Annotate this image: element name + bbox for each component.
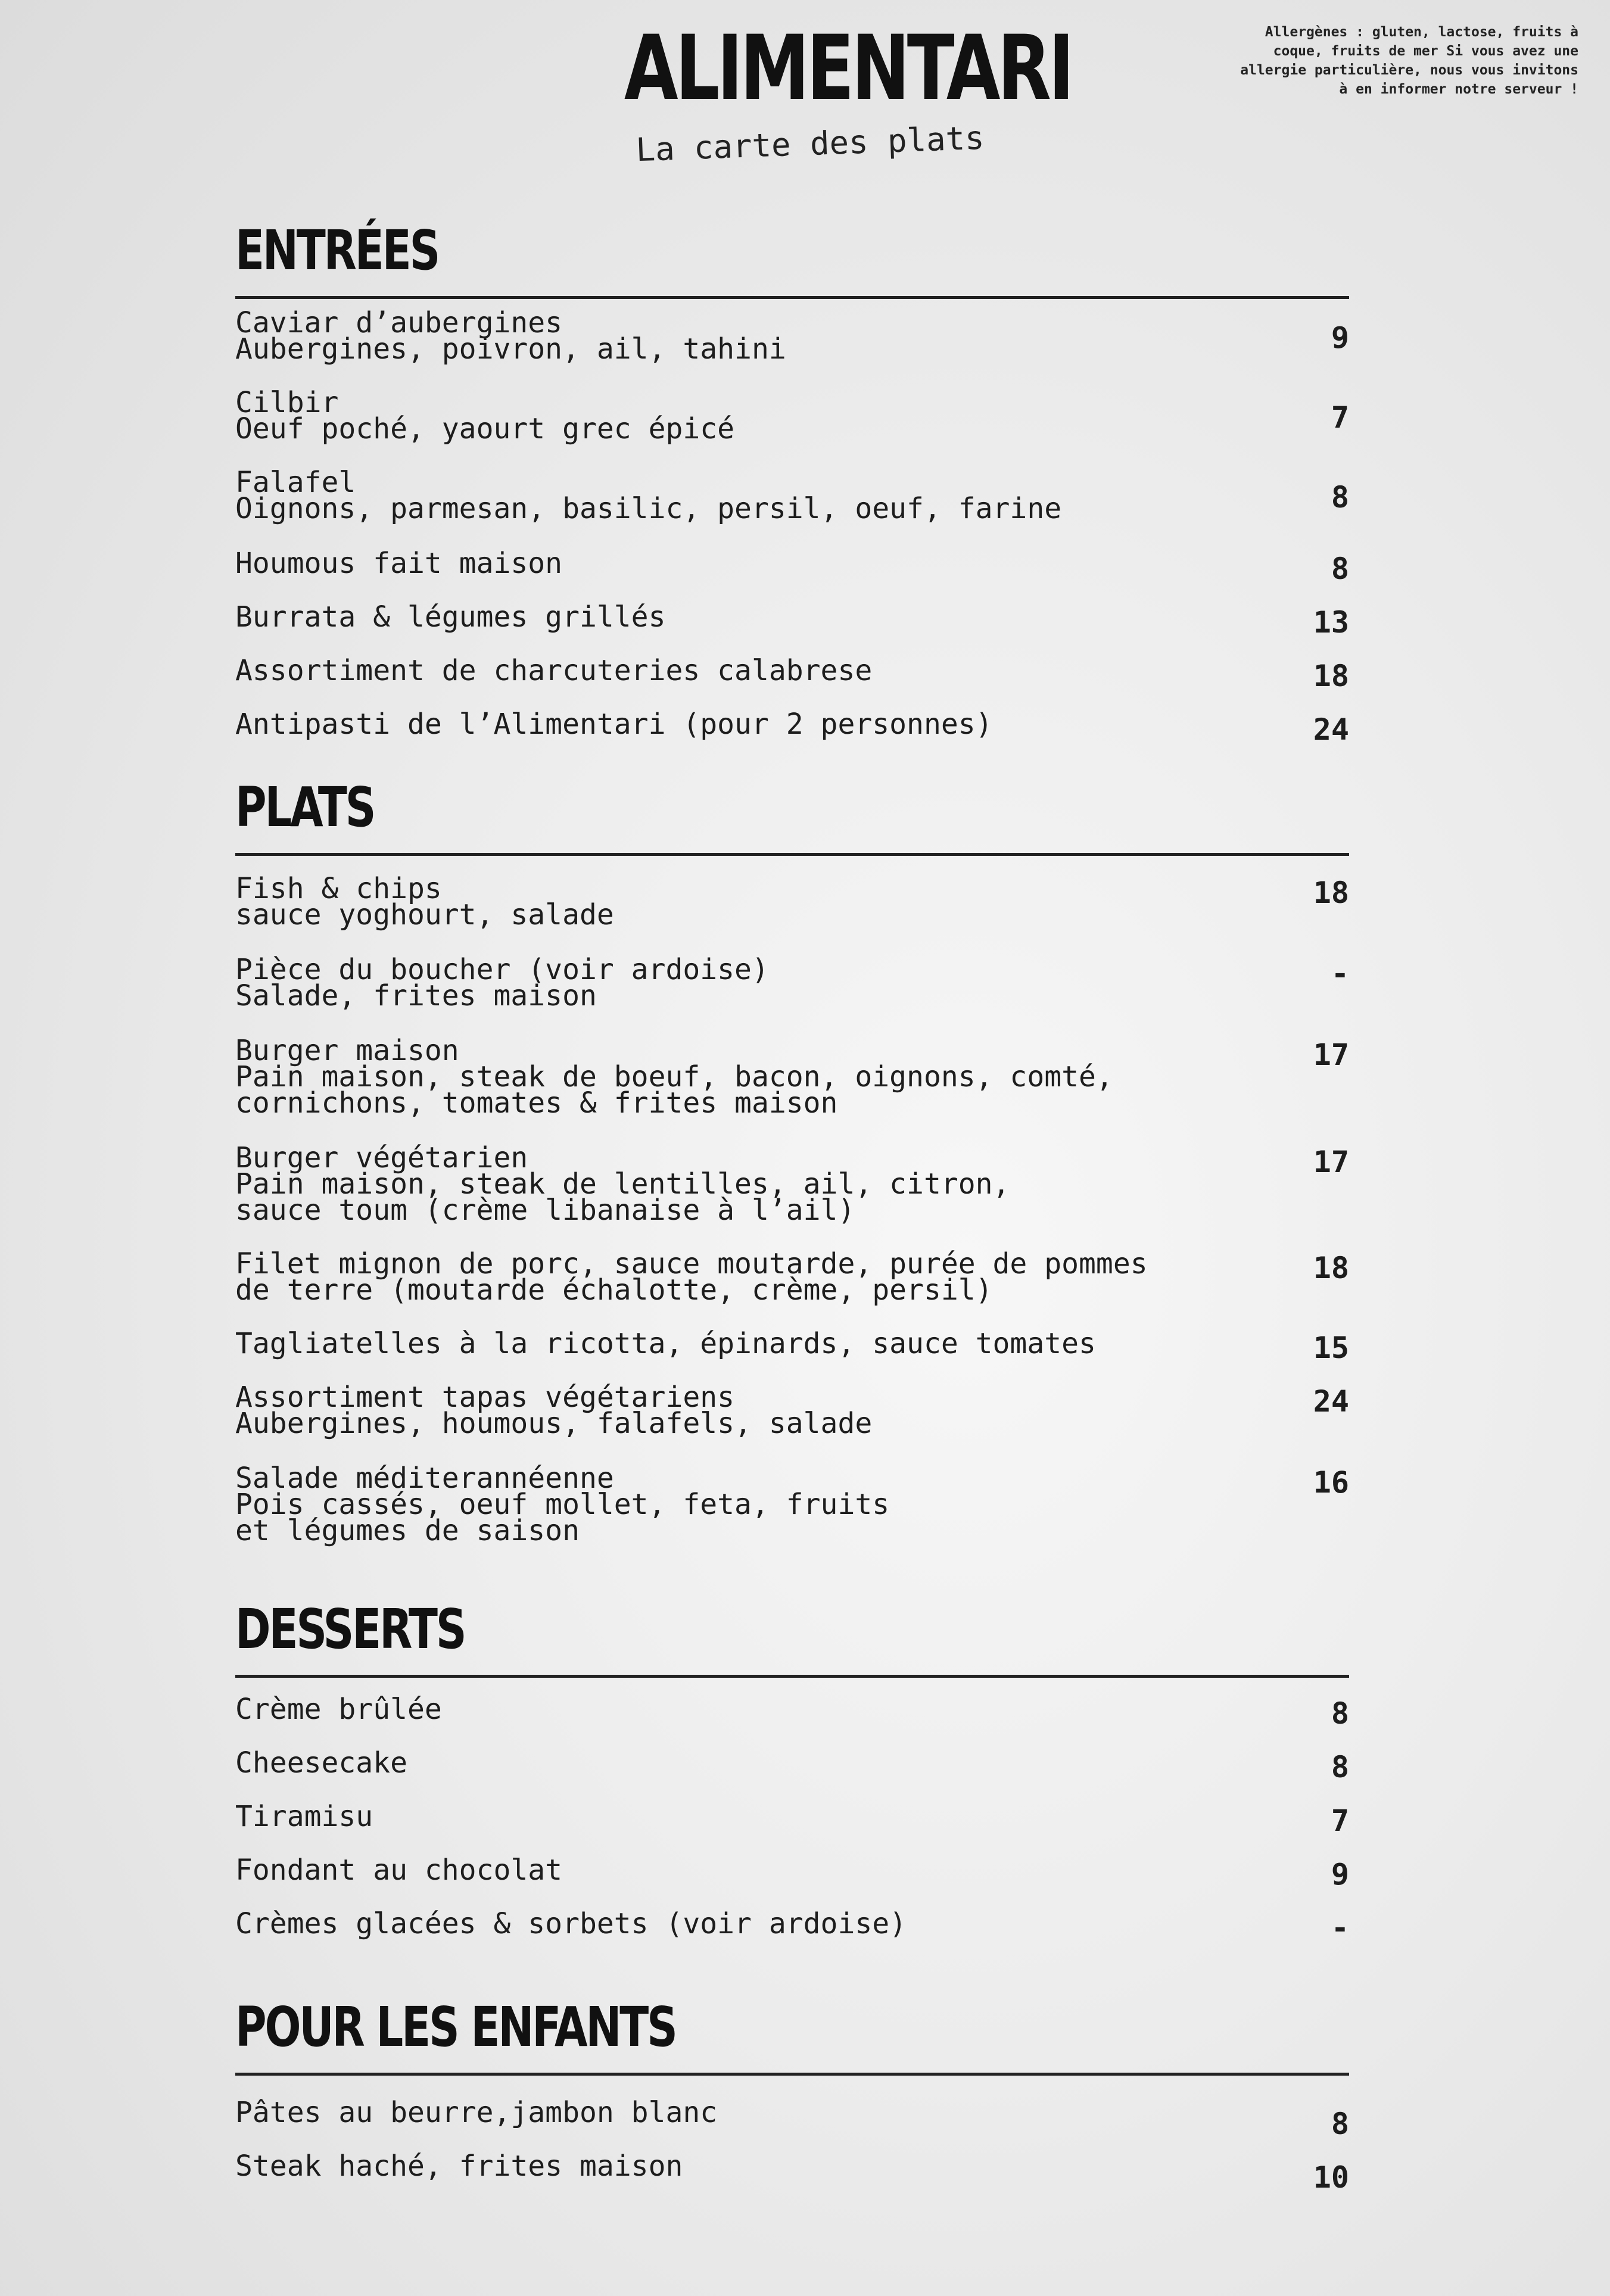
menu-item xyxy=(235,1327,1355,1365)
menu-item xyxy=(235,872,1355,932)
item-description: sauce toum (crème libanaise à l’ail) xyxy=(235,1194,855,1227)
item-name: Steak haché, frites maison xyxy=(235,2149,683,2183)
item-description: Salade, frites maison xyxy=(235,979,597,1013)
item-price: 9 xyxy=(1331,1857,1349,1892)
item-description: cornichons, tomates & frites maison xyxy=(235,1086,838,1120)
item-price: 15 xyxy=(1313,1331,1349,1365)
menu-item xyxy=(235,306,1355,366)
restaurant-title: ALIMENTARI xyxy=(624,17,1072,120)
item-price: 16 xyxy=(1313,1465,1349,1500)
item-description: sauce yoghourt, salade xyxy=(235,898,614,932)
item-name: Antipasti de l’Alimentari (pour 2 personnes) xyxy=(235,708,993,741)
menu-item xyxy=(235,1693,1355,1731)
item-name: Assortiment de charcuteries calabrese xyxy=(235,654,873,687)
menu-item xyxy=(235,1247,1355,1307)
item-name: Crème brûlée xyxy=(235,1693,442,1726)
section-divider xyxy=(235,853,1349,856)
menu-item xyxy=(235,600,1355,640)
menu-item xyxy=(235,2096,1355,2141)
section-entrees xyxy=(235,219,1355,299)
item-price: - xyxy=(1331,957,1349,991)
section-divider xyxy=(235,2073,1349,2076)
menu-item xyxy=(235,1746,1355,1784)
item-name: Assortiment tapas végétariens xyxy=(235,1381,735,1414)
item-name: Tagliatelles à la ricotta, épinards, sauce tomates xyxy=(235,1327,1096,1360)
item-description: Oignons, parmesan, basilic, persil, oeuf, farine xyxy=(235,492,1062,525)
item-price: 18 xyxy=(1313,659,1349,693)
item-price: 17 xyxy=(1313,1038,1349,1072)
section-title: PLATS xyxy=(235,775,375,839)
menu-item xyxy=(235,1462,1355,1547)
menu-item xyxy=(235,1853,1355,1892)
menu-item xyxy=(235,1800,1355,1838)
item-price: 9 xyxy=(1331,320,1349,355)
menu-subtitle: La carte des plats xyxy=(635,119,985,169)
section-title: DESSERTS xyxy=(235,1597,465,1661)
item-name: Burger végétarien xyxy=(235,1141,528,1175)
item-description: et légumes de saison xyxy=(235,1514,580,1547)
menu-item xyxy=(235,386,1355,446)
menu-item xyxy=(235,1034,1355,1120)
item-name: Filet mignon de porc, sauce moutarde, purée de pommes xyxy=(235,1247,1148,1281)
menu-item xyxy=(235,2149,1355,2195)
item-price: 18 xyxy=(1313,876,1349,910)
menu-item xyxy=(235,547,1355,586)
item-price: 10 xyxy=(1313,2160,1349,2195)
item-description: Aubergines, houmous, falafels, salade xyxy=(235,1407,873,1440)
section-divider xyxy=(235,296,1349,299)
menu-item xyxy=(235,1907,1355,1945)
menu-item xyxy=(235,953,1355,1013)
item-name: Fondant au chocolat xyxy=(235,1853,563,1887)
item-name: Pièce du boucher (voir ardoise) xyxy=(235,953,769,986)
item-name: Tiramisu xyxy=(235,1800,373,1833)
item-price: 18 xyxy=(1313,1251,1349,1285)
item-name: Salade méditerannéenne xyxy=(235,1462,614,1495)
item-description: Pain maison, steak de lentilles, ail, citron, xyxy=(235,1167,1010,1201)
item-name: Fish & chips xyxy=(235,872,442,905)
menu-item xyxy=(235,708,1355,747)
item-description: Pain maison, steak de boeuf, bacon, oignons, comté, xyxy=(235,1060,1113,1094)
menu-item xyxy=(235,1141,1355,1227)
section-title: POUR LES ENFANTS xyxy=(235,1995,676,2059)
allergen-notice: Allergènes : gluten, lactose, fruits à coque, fruits de mer Si vous avez une allergie particulière, nous vous invitons à en informer notre serveur ! xyxy=(1240,24,1578,97)
item-price: 13 xyxy=(1313,605,1349,640)
item-price: 24 xyxy=(1313,712,1349,747)
item-price: 8 xyxy=(1331,1750,1349,1784)
item-name: Cilbir xyxy=(235,386,339,419)
item-price: 8 xyxy=(1331,1696,1349,1731)
item-name: Pâtes au beurre,jambon blanc xyxy=(235,2096,718,2129)
item-price: 7 xyxy=(1331,1803,1349,1838)
item-price: 8 xyxy=(1331,2107,1349,2141)
item-name: Caviar d’aubergines xyxy=(235,306,563,339)
item-name: Cheesecake xyxy=(235,1746,407,1780)
menu-item xyxy=(235,654,1355,693)
section-title: ENTRÉES xyxy=(235,219,439,282)
item-price: 8 xyxy=(1331,552,1349,586)
item-description: Aubergines, poivron, ail, tahini xyxy=(235,332,786,366)
section-divider xyxy=(235,1675,1349,1678)
section-enfants xyxy=(235,1995,1355,2076)
item-price: 7 xyxy=(1331,400,1349,435)
item-price: 17 xyxy=(1313,1145,1349,1179)
item-price: - xyxy=(1331,1911,1349,1945)
item-name: Burrata & légumes grillés xyxy=(235,600,666,634)
item-name: Crèmes glacées & sorbets (voir ardoise) xyxy=(235,1907,907,1940)
section-plats xyxy=(235,775,1355,856)
item-description: Pois cassés, oeuf mollet, feta, fruits xyxy=(235,1488,890,1521)
menu-item xyxy=(235,466,1355,525)
item-name: Burger maison xyxy=(235,1034,459,1067)
item-price: 24 xyxy=(1313,1384,1349,1419)
item-description: Oeuf poché, yaourt grec épicé xyxy=(235,412,735,446)
section-desserts xyxy=(235,1597,1355,1678)
item-name: Falafel xyxy=(235,466,356,499)
item-name: Houmous fait maison xyxy=(235,547,563,580)
menu-item xyxy=(235,1381,1355,1440)
item-description: de terre (moutarde échalotte, crème, persil) xyxy=(235,1273,993,1307)
item-price: 8 xyxy=(1331,480,1349,515)
